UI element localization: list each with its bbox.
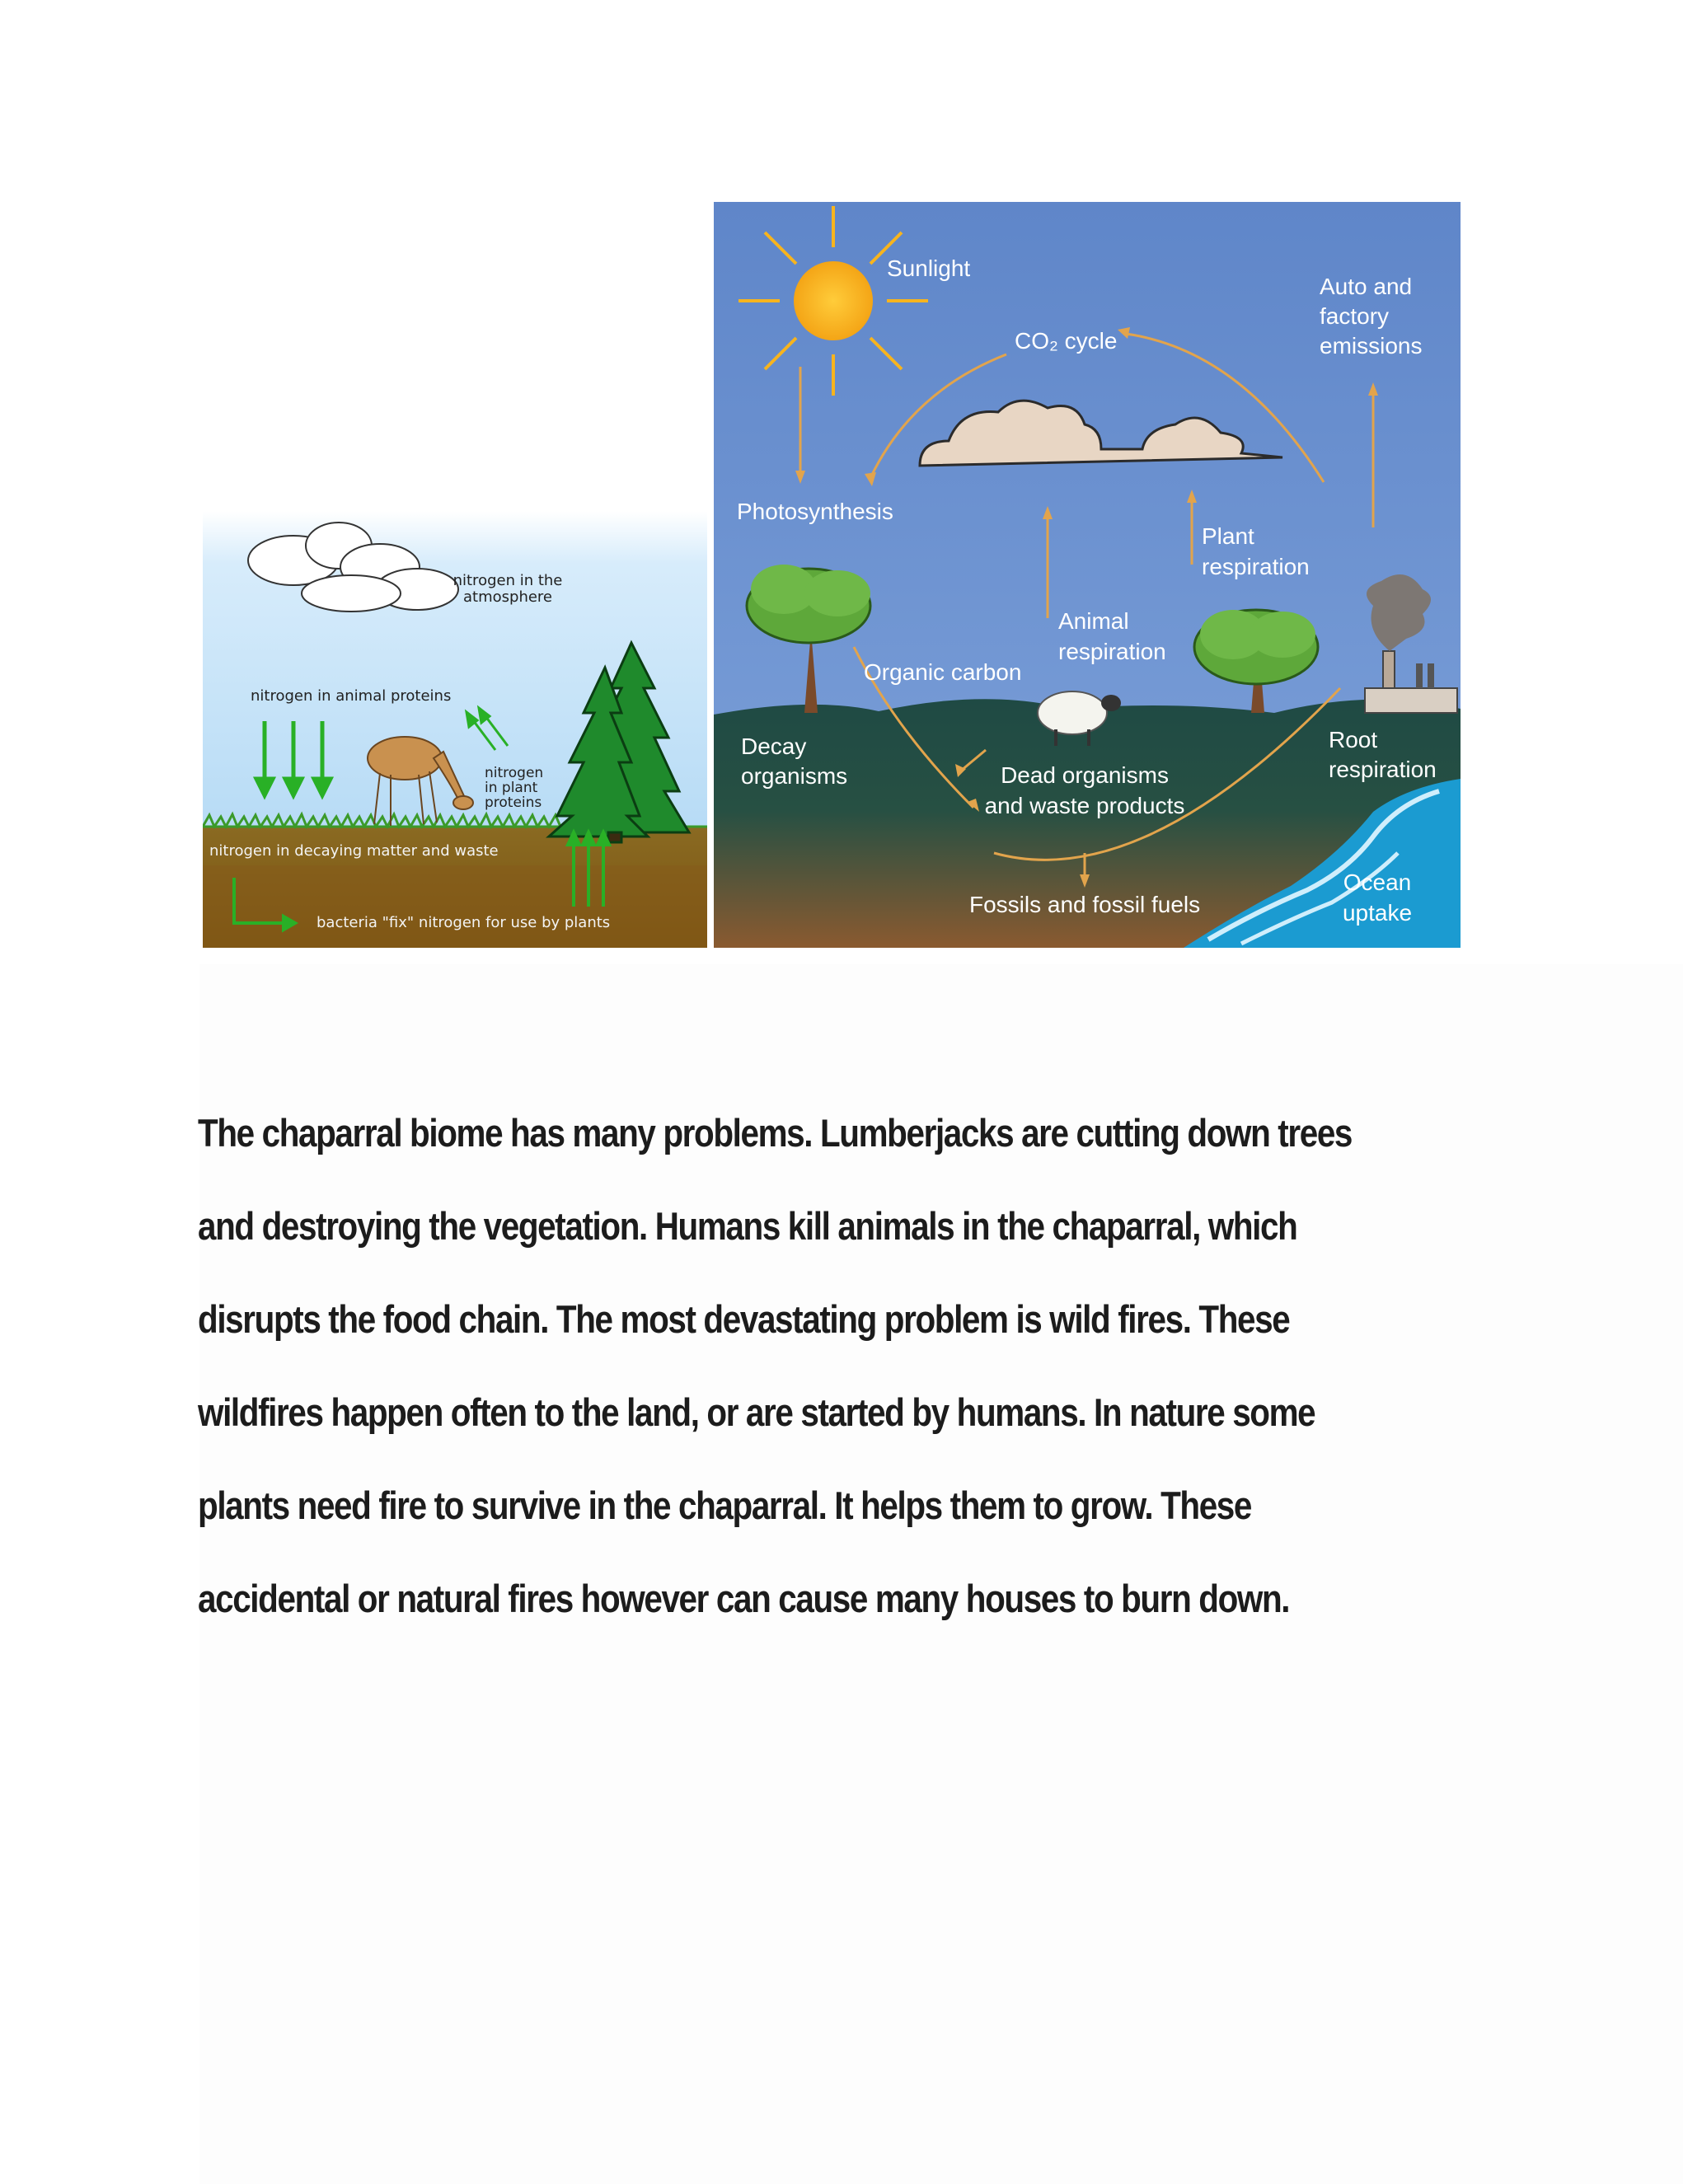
paragraph-line-4: wildfires happen often to the land, or are started by humans. In nature some (198, 1390, 1315, 1434)
label-ocean-uptake-1: Ocean (1343, 869, 1412, 895)
paragraph-line-2: and destroying the vegetation. Humans kill animals in the chaparral, which (198, 1204, 1297, 1248)
label-emissions-3: emissions (1320, 333, 1423, 359)
paragraph-line-1: The chaparral biome has many problems. Lumberjacks are cutting down trees (198, 1111, 1353, 1155)
label-root-respiration-2: respiration (1329, 757, 1437, 782)
label-plant-respiration-1: Plant (1202, 523, 1254, 549)
label-sunlight: Sunlight (887, 255, 971, 281)
label-emissions-2: factory (1320, 303, 1390, 329)
label-plant-proteins-2: in plant (485, 780, 538, 796)
label-animal-respiration-1: Animal (1058, 608, 1129, 634)
body-paragraph (198, 1086, 1353, 1645)
label-animal-respiration-2: respiration (1058, 639, 1166, 664)
label-co2-cycle: CO₂ cycle (1015, 328, 1118, 354)
carbon-cycle-diagram (714, 202, 1461, 948)
label-fossils: Fossils and fossil fuels (969, 892, 1201, 917)
label-plant-proteins-1: nitrogen (485, 765, 544, 781)
carbon-cycle-illustration (714, 202, 1461, 948)
label-dead-organisms-1: Dead organisms (1001, 762, 1169, 788)
label-photosynthesis: Photosynthesis (737, 499, 893, 524)
label-atmosphere-2: atmosphere (463, 588, 552, 606)
paragraph-line-5: plants need fire to survive in the chaparral. It helps them to grow. These (198, 1483, 1252, 1527)
sun-icon (738, 206, 928, 396)
label-organic-carbon: Organic carbon (864, 659, 1022, 685)
paragraph-line-3: disrupts the food chain. The most devastating problem is wild fires. These (198, 1297, 1290, 1341)
label-decaying-matter: nitrogen in decaying matter and waste (209, 842, 499, 860)
label-bacteria: bacteria "fix" nitrogen for use by plants (316, 914, 611, 931)
label-plant-proteins-3: proteins (485, 794, 542, 811)
label-decay-1: Decay (741, 733, 807, 759)
label-atmosphere-1: nitrogen in the (452, 572, 563, 589)
label-plant-respiration-2: respiration (1202, 554, 1310, 579)
nitrogen-cycle-illustration (203, 511, 707, 948)
label-root-respiration-1: Root (1329, 727, 1378, 752)
paragraph-line-6: accidental or natural fires however can cause many houses to burn down. (198, 1577, 1290, 1620)
label-ocean-uptake-2: uptake (1342, 900, 1413, 926)
nitrogen-cycle-diagram (203, 511, 707, 948)
label-decay-2: organisms (741, 763, 848, 789)
label-dead-organisms-2: and waste products (984, 793, 1185, 818)
label-animal-proteins: nitrogen in animal proteins (251, 687, 452, 705)
arrows-up-icon (568, 832, 609, 907)
label-emissions-1: Auto and (1320, 274, 1413, 299)
